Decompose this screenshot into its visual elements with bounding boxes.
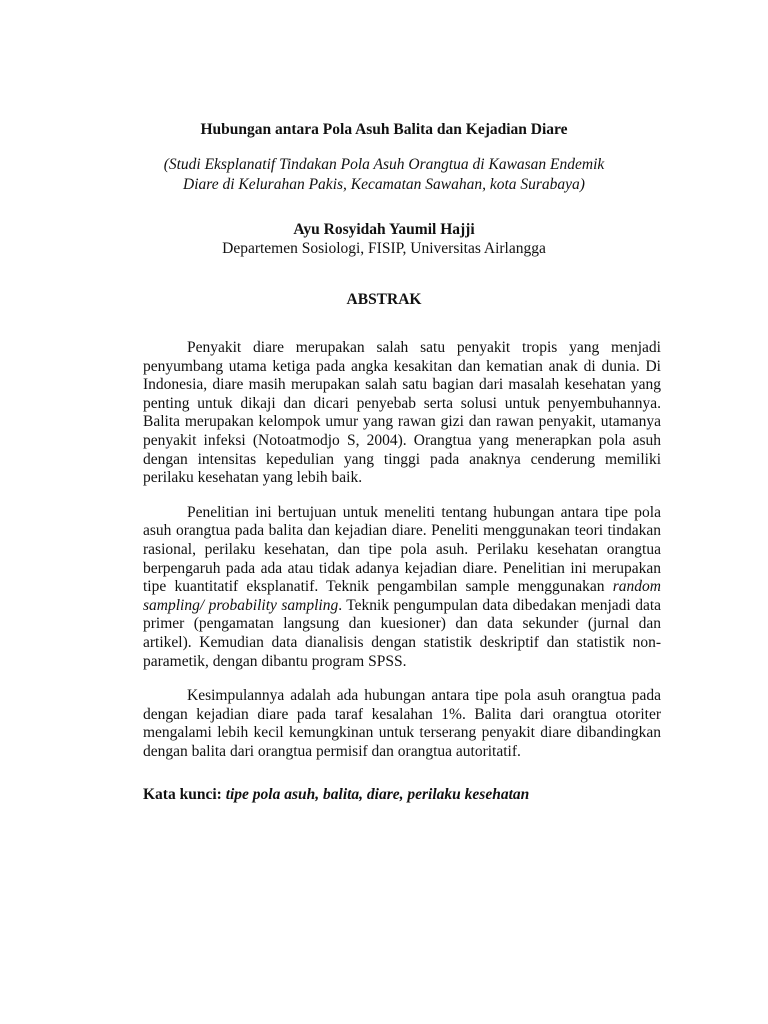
abstract-body (143, 339, 661, 777)
keywords-line (143, 785, 683, 805)
paragraph-2-text-after: . Teknik pengumpulan data dibedakan menjadi data primer (pengamatan langsung dan kuesioner) dan data sekunder (jurnal dan artikel). Kemudian data dianalisis dengan statistik deskriptif dan statistik non-parametik, dengan dibantu program SPSS. (143, 596, 662, 670)
abstract-paragraph-3: Kesimpulannya adalah ada hubungan antara tipe pola asuh orangtua pada dengan kejadian diare pada taraf kesalahan 1%. Balita dari orangtua otoriter mengalami lebih kecil kemungkinan untuk terserang penyakit diare dibandingkan dengan balita dari orangtua permisif dan orangtua autoritatif. (143, 687, 661, 760)
keywords-label: Kata kunci: (143, 786, 222, 803)
paper-subtitle: (Studi Eksplanatif Tindakan Pola Asuh Orangtua di Kawasan Endemik Diare di Kelurahan Pakis, Kecamatan Sawahan, kota Surabaya) (163, 156, 605, 193)
sampling-method-italic: random sampling/ probability sampling (143, 578, 661, 614)
author-name: Ayu Rosyidah Yaumil Hajji (293, 221, 475, 238)
author-affiliation: Departemen Sosiologi, FISIP, Universitas Airlangga (222, 240, 546, 257)
abstract-paragraph-2 (143, 504, 661, 671)
paper-title: Hubungan antara Pola Asuh Balita dan Kejadian Diare (200, 121, 568, 138)
paragraph-2-text-before: Penelitian ini bertujuan untuk meneliti tentang hubungan antara tipe pola asuh orangtua pada balita dan kejadian diare. Peneliti menggunakan teori tindakan rasional, perilaku kesehatan, dan tipe pola asuh. Perilaku kesehatan orangtua berpengaruh pada ada atau tidak adanya kejadian diare. Penelitian ini merupakan tipe kuantitatif eksplanatif. Teknik pengambilan sample menggunakan (143, 503, 661, 596)
keywords-values: tipe pola asuh, balita, diare, perilaku kesehatan (225, 786, 530, 803)
abstract-heading: ABSTRAK (346, 291, 422, 308)
abstract-paragraph-1: Penyakit diare merupakan salah satu penyakit tropis yang menjadi penyumbang utama ketiga pada angka kesakitan dan kematian anak di dunia. Di Indonesia, diare masih merupakan salah satu bagian dari masalah kesehatan yang penting untuk dikaji dan dicari penyebab serta solusi untuk penyembuhannya. Balita merupakan kelompok umur yang rawan gizi dan rawan penyakit, utamanya penyakit infeksi (Notoatmodjo S, 2004). Orangtua yang menerapkan pola asuh dengan intensitas kepedulian yang tinggi pada anaknya cenderung memiliki perilaku kesehatan yang lebih baik. (143, 339, 661, 487)
